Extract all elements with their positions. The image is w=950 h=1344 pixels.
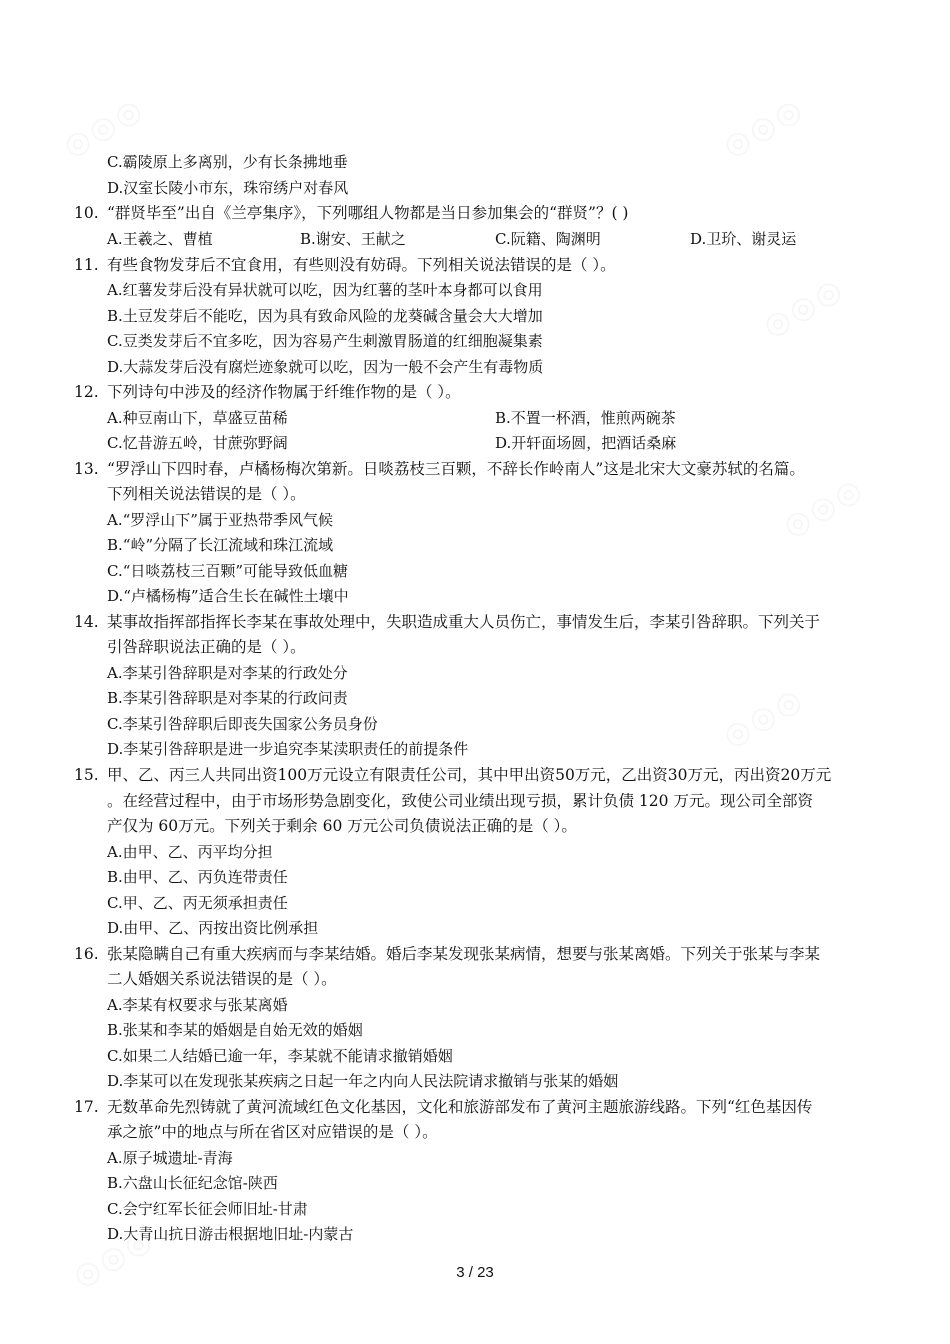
question-stem: 有些食物发芽后不宜食用，有些则没有妨碍。下列相关说法错误的是（ ）。 [107, 256, 616, 274]
question-stem-line: 引咎辞职说法正确的是（ ）。 [107, 638, 306, 656]
option-b: B.土豆发芽后不能吃，因为具有致命风险的龙葵碱含量会大大增加 [107, 307, 543, 325]
question-stem-line: “罗浮山下四时春，卢橘杨梅次第新。日啖荔枝三百颗，不辞长作岭南人”这是北宋大文豪苏轼的名篇。 [107, 460, 805, 478]
question-number: 13. [74, 460, 99, 478]
option-c: C.会宁红军长征会师旧址-甘肃 [107, 1200, 308, 1218]
watermark: ◎◎◎ [57, 90, 151, 165]
question-stem: “群贤毕至”出自《兰亭集序》，下列哪组人物都是当日参加集会的“群贤”？( ) [107, 204, 629, 222]
option-c: C.豆类发芽后不宜多吃，因为容易产生刺激胃肠道的红细胞凝集素 [107, 332, 543, 350]
question-stem-line: 二人婚姻关系说法错误的是（ ）。 [107, 970, 337, 988]
option-b: B.由甲、乙、丙负连带责任 [107, 868, 288, 886]
question-number: 14. [74, 613, 99, 631]
page-number: 3 / 23 [456, 1264, 494, 1281]
question-stem-line: 承之旅”中的地点与所在省区对应错误的是（ ）。 [107, 1123, 438, 1141]
option-c: C.阮籍、陶渊明 [495, 230, 601, 248]
option-b: B.六盘山长征纪念馆-陕西 [107, 1174, 278, 1192]
question-stem-line: 无数革命先烈铸就了黄河流域红色文化基因，文化和旅游部发布了黄河主题旅游线路。下列“红色基因传 [107, 1098, 813, 1116]
option-b: B.李某引咎辞职是对李某的行政问责 [107, 689, 348, 707]
option-b: B.张某和李某的婚姻是自始无效的婚姻 [107, 1021, 363, 1039]
option-c: C.如果二人结婚已逾一年，李某就不能请求撤销婚姻 [107, 1047, 453, 1065]
question-number: 16. [74, 945, 99, 963]
option-a: A.“罗浮山下”属于亚热带季风气候 [107, 511, 333, 529]
question-number: 15. [74, 766, 99, 784]
option-d: D.由甲、乙、丙按出资比例承担 [107, 919, 319, 937]
option-q9-c: C.霸陵原上多离别，少有长条拂地垂 [107, 153, 348, 171]
option-b: B.“岭”分隔了长江流域和珠江流域 [107, 536, 334, 554]
option-q9-d: D.汉室长陵小市东，珠帘绣户对春风 [107, 179, 349, 197]
question-stem-line: 。在经营过程中，由于市场形势急剧变化，致使公司业绩出现亏损，累计负债 120 万元。现公司全部资 [107, 792, 813, 810]
question-stem-line: 甲、乙、丙三人共同出资100万元设立有限责任公司，其中甲出资50万元，乙出资30万元，丙出资20万元 [107, 766, 832, 784]
option-a: A.红薯发芽后没有异状就可以吃，因为红薯的茎叶本身都可以食用 [107, 281, 543, 299]
option-d: D.“卢橘杨梅”适合生长在碱性土壤中 [107, 587, 349, 605]
option-d: D.李某引咎辞职是进一步追究李某渎职责任的前提条件 [107, 740, 469, 758]
watermark: ◎◎◎ [757, 270, 851, 345]
option-a: A.原子城遗址-青海 [107, 1149, 233, 1167]
question-number: 12. [74, 383, 99, 401]
option-d: D.卫玠、谢灵运 [690, 230, 797, 248]
question-stem: 下列诗句中涉及的经济作物属于纤维作物的是（ ）。 [107, 383, 461, 401]
watermark: ◎◎◎ [777, 470, 871, 545]
option-a: A.李某引咎辞职是对李某的行政处分 [107, 664, 348, 682]
option-d: D.开轩面场圆，把酒话桑麻 [495, 434, 677, 452]
option-c: C.忆昔游五岭，甘蔗弥野阔 [107, 434, 288, 452]
option-a: A.由甲、乙、丙平均分担 [107, 843, 273, 861]
question-stem-line: 某事故指挥部指挥长李某在事故处理中，失职造成重大人员伤亡，事情发生后，李某引咎辞职。下列关于 [107, 613, 821, 631]
option-b: B.不置一杯酒，惟煎两碗茶 [495, 409, 676, 427]
option-d: D.大蒜发芽后没有腐烂迹象就可以吃，因为一般不会产生有毒物质 [107, 358, 544, 376]
question-number: 11. [74, 256, 99, 274]
question-stem-line: 张某隐瞒自己有重大疾病而与李某结婚。婚后李某发现张某病情，想要与张某离婚。下列关于张某与李某 [107, 945, 821, 963]
question-stem-line: 下列相关说法错误的是（ ）。 [107, 485, 306, 503]
question-number: 17. [74, 1098, 99, 1116]
watermark: ◎◎◎ [67, 1220, 161, 1295]
question-number: 10. [74, 204, 99, 222]
watermark: ◎◎◎ [717, 90, 811, 165]
option-c: C.甲、乙、丙无须承担责任 [107, 894, 288, 912]
option-a: A.李某有权要求与张某离婚 [107, 996, 288, 1014]
option-b: B.谢安、王献之 [300, 230, 406, 248]
question-stem-line: 产仅为 60万元。下列关于剩余 60 万元公司负债说法正确的是（ ）。 [107, 817, 577, 835]
option-d: D.大青山抗日游击根据地旧址-内蒙古 [107, 1225, 354, 1243]
watermark: ◎◎◎ [717, 680, 811, 755]
option-c: C.李某引咎辞职后即丧失国家公务员身份 [107, 715, 378, 733]
option-d: D.李某可以在发现张某疾病之日起一年之内向人民法院请求撤销与张某的婚姻 [107, 1072, 619, 1090]
option-a: A.王羲之、曹植 [107, 230, 213, 248]
option-a: A.种豆南山下，草盛豆苗稀 [107, 409, 288, 427]
option-c: C.“日啖荔枝三百颗”可能导致低血糖 [107, 562, 349, 580]
